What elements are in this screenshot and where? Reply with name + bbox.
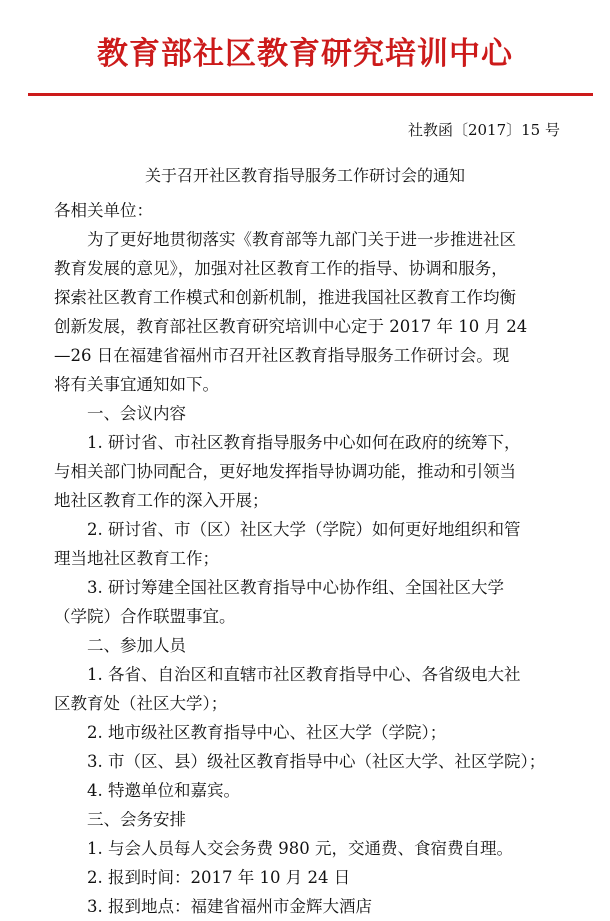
intro-line: —26 日在福建省福州市召开社区教育指导服务工作研讨会。现 [54,346,510,365]
list-item: 4. 特邀单位和嘉宾。 [87,781,240,800]
section-heading: 二、参加人员 [87,636,186,655]
list-item: 3. 市（区、县）级社区教育指导中心（社区大学、社区学院）； [87,752,546,771]
letterhead-red-rule [28,93,593,96]
list-item-line: 1. 研讨省、市社区教育指导服务中心如何在政府的统筹下， [87,433,521,452]
list-item-line: 3. 研讨筹建全国社区教育指导中心协作组、全国社区大学 [87,578,504,597]
intro-line: 教育发展的意见》，加强对社区教育工作的指导、协调和服务， [54,259,508,278]
list-item: 2. 报到时间：2017 年 10 月 24 日 [87,868,351,887]
intro-line: 为了更好地贯彻落实《教育部等九部门关于进一步推进社区 [87,230,516,249]
list-item-line: 与相关部门协同配合，更好地发挥指导协调功能，推动和引领当 [54,462,516,481]
list-item-line: 区教育处（社区大学）； [54,694,228,713]
document-number: 社教函〔2017〕15 号 [407,121,560,139]
list-item-line: 理当地社区教育工作； [54,549,219,568]
document-title: 关于召开社区教育指导服务工作研讨会的通知 [144,166,465,185]
list-item: 3. 报到地点：福建省福州市金辉大酒店 [87,897,372,916]
intro-line: 将有关事宜通知如下。 [54,375,219,394]
section-heading: 三、会务安排 [87,810,186,829]
list-item: 2. 地市级社区教育指导中心、社区大学（学院）； [87,723,447,742]
letterhead-org-name: 教育部社区教育研究培训中心 [97,36,513,72]
section-heading: 一、会议内容 [87,404,186,423]
list-item: 1. 与会人员每人交会务费 980 元，交通费、食宿费自理。 [87,839,513,858]
list-item-line: 2. 研讨省、市（区）社区大学（学院）如何更好地组织和管 [87,520,521,539]
document-body [54,196,586,921]
list-item-line: 1. 各省、自治区和直辖市社区教育指导中心、各省级电大社 [87,665,521,684]
list-item-line: 地社区教育工作的深入开展； [54,491,269,510]
intro-line: 探索社区教育工作模式和创新机制，推进我国社区教育工作均衡 [54,288,516,307]
salutation: 各相关单位： [54,201,153,220]
intro-line: 创新发展，教育部社区教育研究培训中心定于 2017 年 10 月 24 [54,317,528,336]
list-item-line: （学院）合作联盟事宜。 [54,607,236,626]
